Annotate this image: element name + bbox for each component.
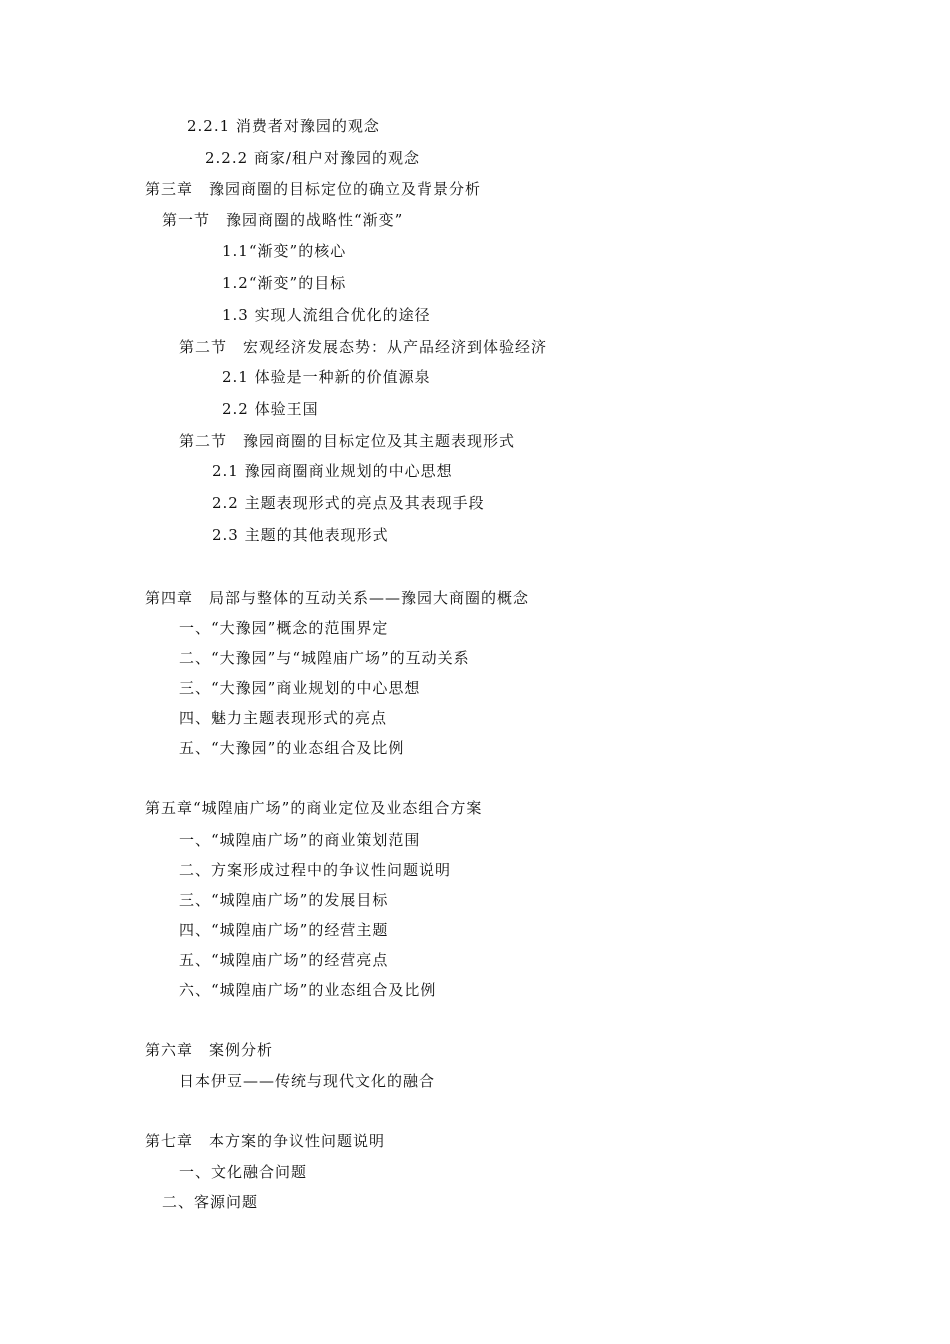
toc-ch4-item-1: 一、“大豫园”概念的范围界定	[179, 619, 389, 637]
toc-entry-2-1: 2.1 体验是一种新的价值源泉	[222, 368, 431, 386]
toc-entry-2-2-2: 2.2.2 商家/租户对豫园的观念	[205, 149, 420, 167]
toc-entry-1-2: 1.2“渐变”的目标	[222, 274, 347, 292]
toc-ch7-item-2: 二、客源问题	[162, 1193, 259, 1211]
toc-entry-2-1b: 2.1 豫园商圈商业规划的中心思想	[212, 462, 453, 480]
toc-entry-2-2b: 2.2 主题表现形式的亮点及其表现手段	[212, 494, 485, 512]
toc-entry-2-2: 2.2 体验王国	[222, 400, 319, 418]
toc-ch5-item-1: 一、“城隍庙广场”的商业策划范围	[179, 831, 421, 849]
toc-ch5-item-3: 三、“城隍庙广场”的发展目标	[179, 891, 389, 909]
toc-ch4-item-5: 五、“大豫园”的业态组合及比例	[179, 739, 405, 757]
toc-ch3-section-3: 第二节 豫园商圈的目标定位及其主题表现形式	[179, 432, 516, 450]
toc-ch6-item-1: 日本伊豆——传统与现代文化的融合	[179, 1072, 436, 1090]
toc-ch4-item-2: 二、“大豫园”与“城隍庙广场”的互动关系	[179, 649, 470, 667]
toc-chapter-5: 第五章“城隍庙广场”的商业定位及业态组合方案	[145, 799, 483, 817]
toc-entry-1-1: 1.1“渐变”的核心	[222, 242, 347, 260]
toc-ch4-item-3: 三、“大豫园”商业规划的中心思想	[179, 679, 421, 697]
toc-entry-2-2-1: 2.2.1 消费者对豫园的观念	[187, 117, 380, 135]
toc-ch3-section-1: 第一节 豫园商圈的战略性“渐变”	[162, 211, 404, 229]
toc-chapter-6: 第六章 案例分析	[145, 1041, 274, 1059]
toc-ch3-section-2: 第二节 宏观经济发展态势：从产品经济到体验经济	[179, 338, 548, 356]
toc-entry-2-3: 2.3 主题的其他表现形式	[212, 526, 389, 544]
toc-chapter-3: 第三章 豫园商圈的目标定位的确立及背景分析	[145, 180, 482, 198]
toc-ch5-item-4: 四、“城隍庙广场”的经营主题	[179, 921, 389, 939]
toc-chapter-7: 第七章 本方案的争议性问题说明	[145, 1132, 386, 1150]
toc-ch5-item-5: 五、“城隍庙广场”的经营亮点	[179, 951, 389, 969]
toc-ch7-item-1: 一、文化融合问题	[179, 1163, 308, 1181]
toc-ch5-item-2: 二、方案形成过程中的争议性问题说明	[179, 861, 452, 879]
toc-entry-1-3: 1.3 实现人流组合优化的途径	[222, 306, 431, 324]
toc-ch5-item-6: 六、“城隍庙广场”的业态组合及比例	[179, 981, 437, 999]
toc-ch4-item-4: 四、魅力主题表现形式的亮点	[179, 709, 388, 727]
toc-chapter-4: 第四章 局部与整体的互动关系——豫园大商圈的概念	[145, 589, 530, 607]
